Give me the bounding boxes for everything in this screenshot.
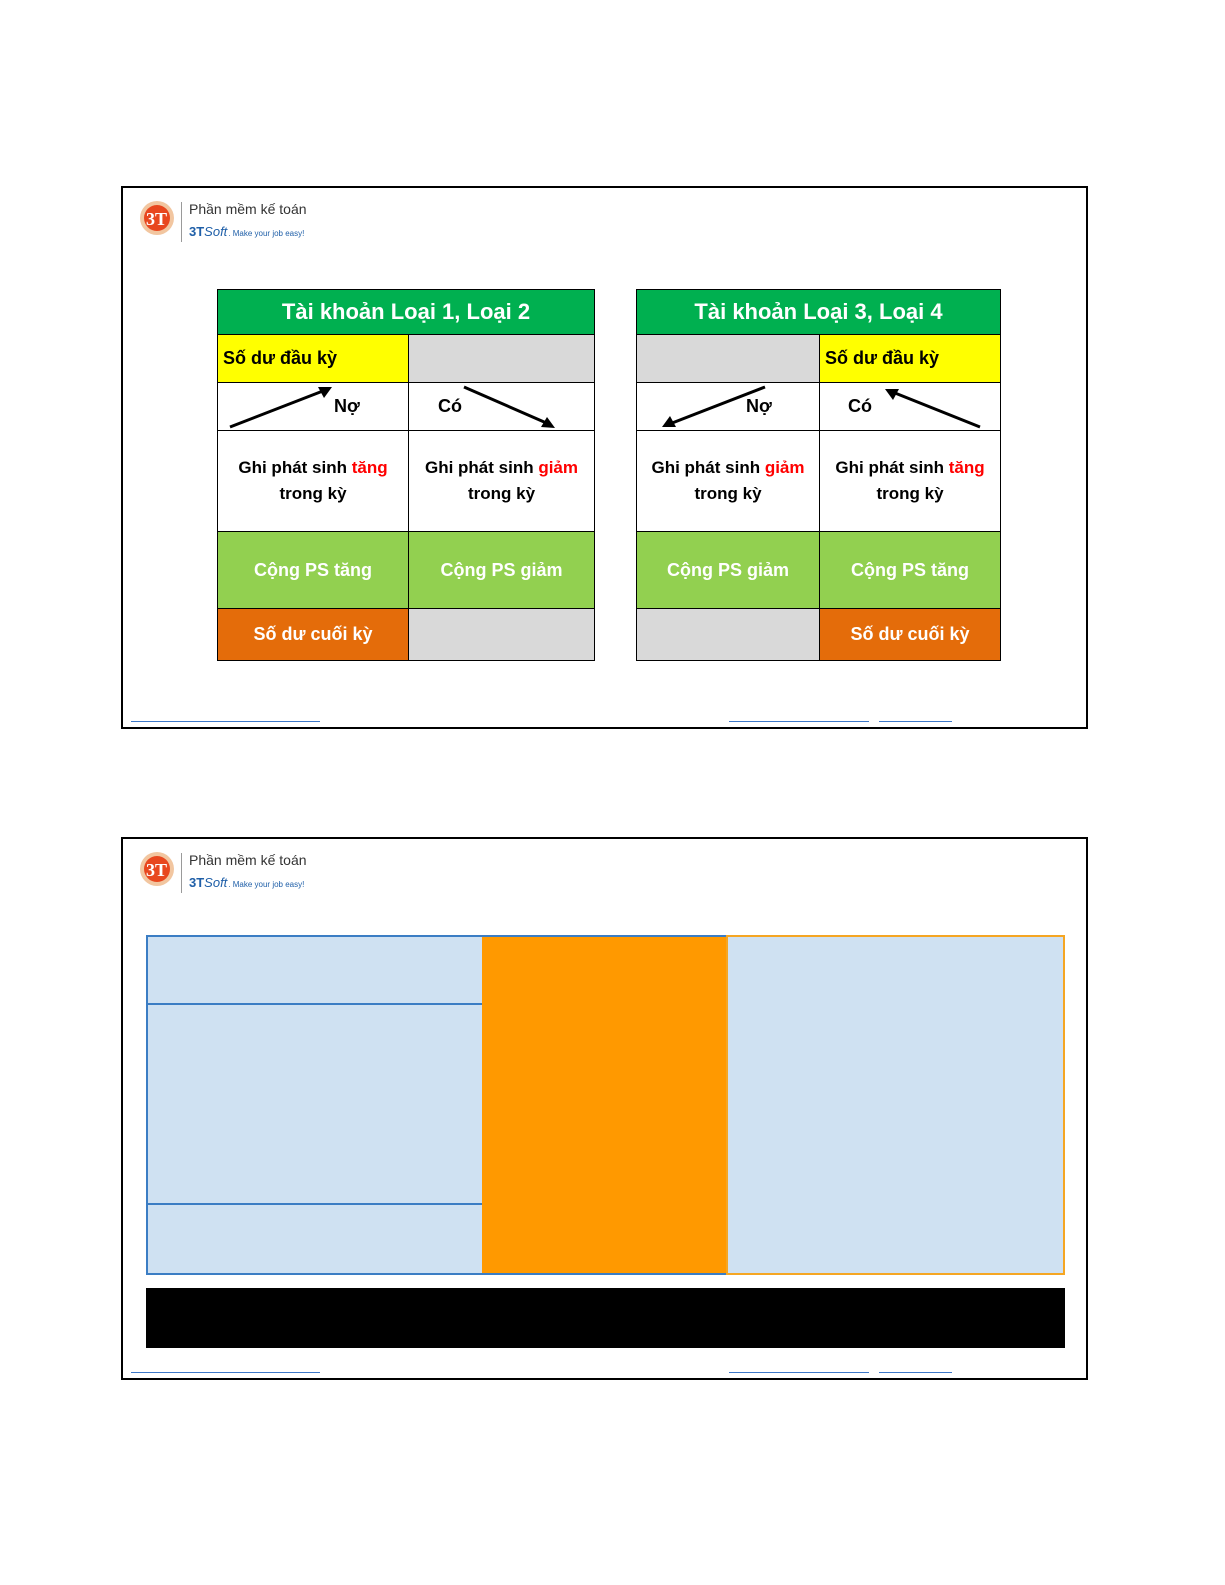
opening-balance-cell: Số dư đầu kỳ [820,335,1001,383]
slide-2 [121,837,1088,1380]
empty-cell [409,335,595,383]
closing-balance-cell: Số dư cuối kỳ [820,609,1001,661]
blue-box-top-left [146,935,484,1005]
footer-link-line[interactable] [879,721,952,722]
empty-cell [637,335,820,383]
black-bar [146,1288,1065,1348]
credit-desc-text-2: trong kỳ [467,484,536,503]
3t-soft-logo-icon [138,849,176,889]
debit-description [637,431,820,532]
credit-description [409,431,595,532]
blue-box-middle-left [146,1003,484,1205]
logo [138,849,338,899]
brand-soft: Soft [204,875,228,890]
logo [138,198,338,248]
svg-text:3T: 3T [146,209,168,229]
sum-credit-cell: Cộng PS tăng [820,532,1001,609]
svg-text:3T: 3T [146,860,168,880]
empty-cell [409,609,595,661]
credit-desc-text: Ghi phát sinh [835,458,949,477]
blue-box-bottom-left [146,1203,484,1275]
logo-brand [189,874,304,892]
debit-arrow-icon [637,383,820,430]
closing-balance-cell: Số dư cuối kỳ [218,609,409,661]
footer-link-line[interactable] [879,1372,952,1373]
slide-1 [121,186,1088,729]
debit-desc-text: Ghi phát sinh [651,458,765,477]
brand-tagline: . Make your job easy! [228,229,305,238]
logo-separator [181,202,182,242]
debit-desc-text: Ghi phát sinh [238,458,352,477]
footer-link-line[interactable] [729,721,869,722]
account-table-type-1-2 [217,289,595,661]
credit-label: Có [848,396,872,416]
opening-balance-cell: Số dư đầu kỳ [218,335,409,383]
table-header: Tài khoản Loại 3, Loại 4 [637,290,1001,335]
sum-debit-cell: Cộng PS tăng [218,532,409,609]
debit-desc-emphasis: giảm [764,458,805,477]
sum-debit-cell: Cộng PS giảm [637,532,820,609]
table-header: Tài khoản Loại 1, Loại 2 [218,290,595,335]
debit-desc-text-2: trong kỳ [279,484,347,503]
brand-main: 3T [189,224,205,239]
footer-link-line[interactable] [729,1372,869,1373]
logo-brand [189,223,304,241]
sum-credit-cell: Cộng PS giảm [409,532,595,609]
credit-arrow-cell [409,383,595,431]
brand-main: 3T [189,875,205,890]
debit-label: Nợ [334,396,360,416]
debit-label: Nợ [746,396,772,416]
debit-arrow-icon [218,383,409,430]
footer-link-line[interactable] [131,1372,320,1373]
credit-label: Có [438,396,462,416]
logo-separator [181,853,182,893]
debit-desc-emphasis: tăng [351,458,388,477]
empty-cell [637,609,820,661]
credit-arrow-cell [820,383,1001,431]
credit-arrow-icon [409,383,595,430]
account-table-type-3-4 [636,289,1001,661]
credit-desc-text: Ghi phát sinh [424,458,539,477]
logo-title: Phần mềm kế toán [189,201,307,217]
debit-arrow-cell [637,383,820,431]
credit-desc-emphasis: giảm [538,458,579,477]
debit-description [218,431,409,532]
debit-desc-text-2: trong kỳ [694,484,762,503]
orange-box-center [482,935,728,1275]
blue-box-right [726,935,1065,1275]
brand-soft: Soft [204,224,228,239]
brand-tagline: . Make your job easy! [228,880,305,889]
3t-soft-logo-icon [138,198,176,238]
credit-description [820,431,1001,532]
logo-title: Phần mềm kế toán [189,852,307,868]
debit-arrow-cell [218,383,409,431]
credit-desc-text-2: trong kỳ [876,484,944,503]
footer-link-line[interactable] [131,721,320,722]
credit-desc-emphasis: tăng [948,458,985,477]
